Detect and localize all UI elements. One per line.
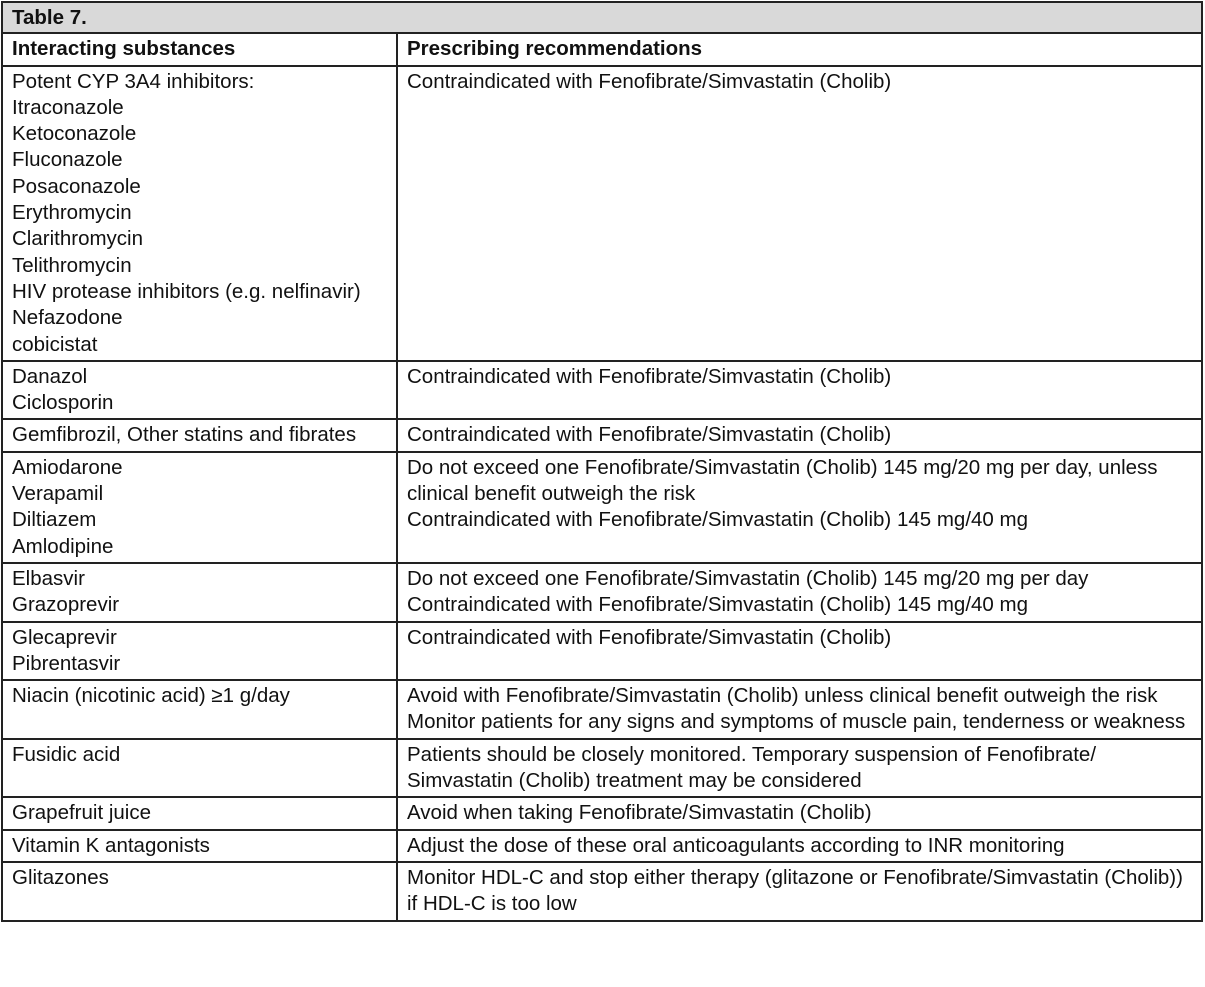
substance-item: Itraconazole: [12, 95, 124, 119]
recommendation-text: Avoid when taking Fenofibrate/Simvastatin (Cholib): [407, 801, 872, 825]
substances-cell: [2, 419, 397, 451]
table-row: [2, 797, 1202, 829]
substance-item: Elbasvir: [12, 566, 85, 590]
substance-item: Gemfibrozil, Other statins and fibrates: [12, 423, 357, 447]
table-row: [2, 862, 1202, 921]
table-row: [2, 622, 1202, 681]
substance-item: Niacin (nicotinic acid) ≥1 g/day: [12, 684, 290, 708]
recommendation-text: Contraindicated with Fenofibrate/Simvastatin (Cholib) 145 mg/40 mg: [407, 593, 1028, 617]
substances-cell: [2, 361, 397, 420]
substance-item: HIV protease inhibitors (e.g. nelfinavir): [12, 279, 361, 303]
table-row: [2, 680, 1202, 739]
recommendation-cell: [397, 361, 1202, 420]
table-row: [2, 739, 1202, 798]
substance-item: Clarithromycin: [12, 227, 143, 251]
substance-item: Glitazones: [12, 865, 109, 889]
substance-item: Nefazodone: [12, 306, 123, 330]
recommendation-text: Monitor patients for any signs and symptoms of muscle pain, tenderness or weakness: [407, 710, 1186, 734]
header-prescribing-recommendations: Prescribing recommendations: [397, 33, 1202, 65]
recommendation-text: Do not exceed one Fenofibrate/Simvastatin (Cholib) 145 mg/20 mg per day, unless clinical benefit outweigh the risk: [407, 455, 1158, 506]
recommendation-text: Patients should be closely monitored. Temporary suspension of Fenofibrate/ Simvastatin (Cholib) treatment may be considered: [407, 742, 1097, 793]
table-title-row: [2, 2, 1202, 33]
recommendation-cell: [397, 862, 1202, 921]
recommendation-cell: [397, 622, 1202, 681]
table-header-row: [2, 33, 1202, 65]
recommendation-cell: [397, 830, 1202, 862]
table-row: [2, 830, 1202, 862]
recommendation-cell: [397, 739, 1202, 798]
recommendation-text: Contraindicated with Fenofibrate/Simvastatin (Cholib): [407, 364, 892, 388]
substance-item: Grazoprevir: [12, 593, 120, 617]
table-body: [2, 66, 1202, 921]
substance-item: cobicistat: [12, 332, 98, 356]
recommendation-text: Contraindicated with Fenofibrate/Simvastatin (Cholib): [407, 625, 892, 649]
interactions-table: [1, 1, 1203, 922]
substances-cell: [2, 66, 397, 361]
substance-item: Vitamin K antagonists: [12, 833, 210, 857]
substance-item: Verapamil: [12, 482, 104, 506]
recommendation-text: Do not exceed one Fenofibrate/Simvastatin (Cholib) 145 mg/20 mg per day: [407, 566, 1089, 590]
table-row: [2, 361, 1202, 420]
substances-cell: [2, 680, 397, 739]
substances-cell: [2, 622, 397, 681]
recommendation-cell: [397, 680, 1202, 739]
substance-item: Fluconazole: [12, 148, 123, 172]
substance-item: Glecaprevir: [12, 625, 117, 649]
substance-item: Potent CYP 3A4 inhibitors:: [12, 69, 255, 93]
recommendation-text: Contraindicated with Fenofibrate/Simvastatin (Cholib): [407, 69, 892, 93]
recommendation-cell: [397, 419, 1202, 451]
substance-item: Grapefruit juice: [12, 801, 152, 825]
table-row: [2, 66, 1202, 361]
substances-cell: [2, 862, 397, 921]
substances-cell: [2, 797, 397, 829]
substance-item: Ciclosporin: [12, 391, 114, 415]
substance-item: Posaconazole: [12, 174, 141, 198]
substance-item: Fusidic acid: [12, 742, 121, 766]
substances-cell: [2, 452, 397, 563]
substance-item: Erythromycin: [12, 201, 132, 225]
recommendation-text: Avoid with Fenofibrate/Simvastatin (Cholib) unless clinical benefit outweigh the risk: [407, 684, 1158, 708]
substance-item: Amlodipine: [12, 534, 114, 558]
recommendation-cell: [397, 563, 1202, 622]
recommendation-text: Monitor HDL-C and stop either therapy (glitazone or Fenofibrate/Simvastatin (Cholib)) if HDL-C is too low: [407, 865, 1183, 916]
recommendation-text: Adjust the dose of these oral anticoagulants according to INR monitoring: [407, 833, 1065, 857]
recommendation-cell: [397, 797, 1202, 829]
substances-cell: [2, 563, 397, 622]
substance-item: Pibrentasvir: [12, 651, 121, 675]
substances-cell: [2, 739, 397, 798]
table-row: [2, 419, 1202, 451]
recommendation-text: Contraindicated with Fenofibrate/Simvastatin (Cholib): [407, 423, 892, 447]
interactions-table-container: [1, 1, 1203, 922]
table-row: [2, 452, 1202, 563]
substance-item: Diltiazem: [12, 508, 97, 532]
substance-item: Telithromycin: [12, 253, 132, 277]
substance-item: Amiodarone: [12, 455, 123, 479]
substance-item: Danazol: [12, 364, 88, 388]
table-title: Table 7.: [2, 2, 1202, 33]
substances-cell: [2, 830, 397, 862]
recommendation-cell: [397, 66, 1202, 361]
recommendation-text: Contraindicated with Fenofibrate/Simvastatin (Cholib) 145 mg/40 mg: [407, 508, 1028, 532]
substance-item: Ketoconazole: [12, 122, 137, 146]
header-interacting-substances: Interacting substances: [2, 33, 397, 65]
recommendation-cell: [397, 452, 1202, 563]
table-row: [2, 563, 1202, 622]
